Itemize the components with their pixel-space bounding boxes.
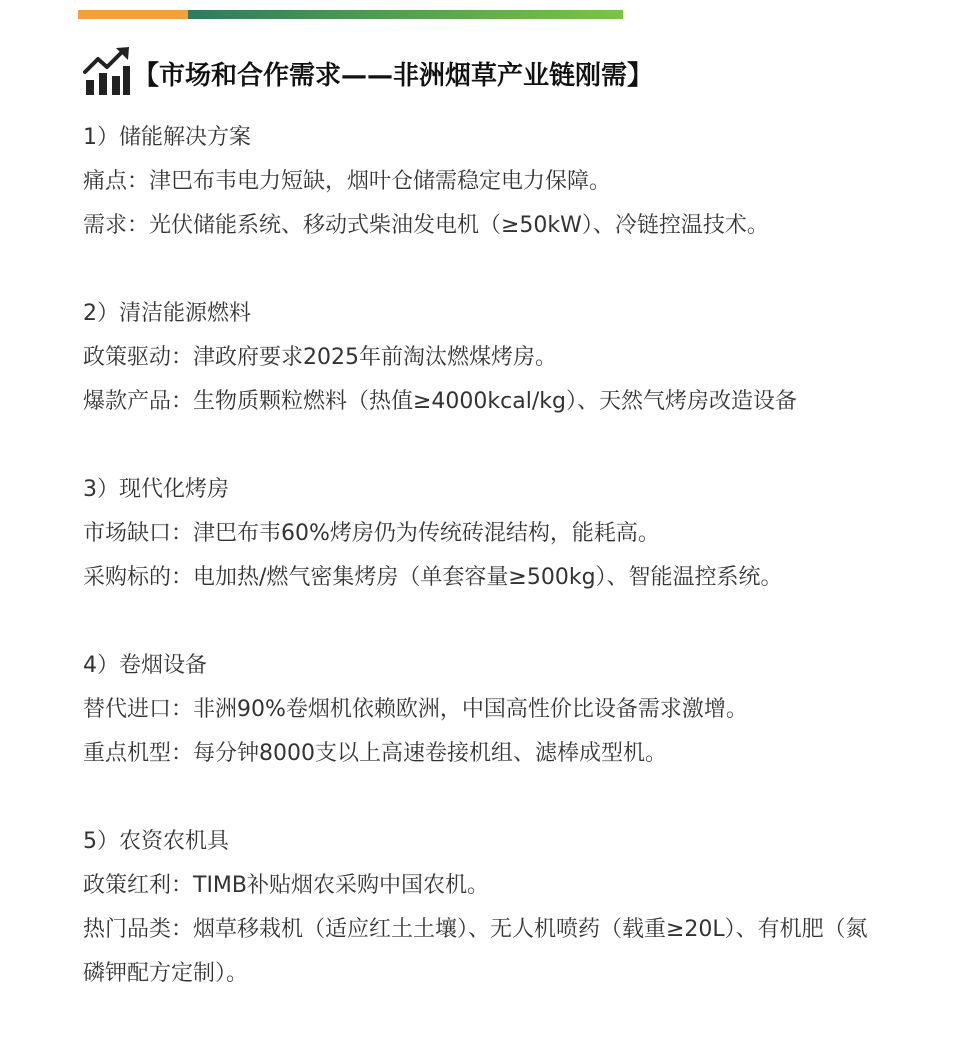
- section-2-line-1: 政策驱动：津政府要求2025年前淘汰燃煤烤房。: [83, 345, 557, 370]
- section-5-line-2: 热门品类：烟草移栽机（适应红土土壤）、无人机喷药（载重≥20L）、有机肥（氮磷钾配方定制）。: [83, 917, 868, 986]
- trending-up-bar-chart-icon: [83, 46, 131, 96]
- section-3-line-1: 市场缺口：津巴布韦60%烤房仍为传统砖混结构，能耗高。: [83, 521, 660, 546]
- article-body: [83, 116, 903, 1040]
- section-heading-1: 1）储能解决方案: [83, 125, 251, 150]
- section-3-line-2: 采购标的：电加热/燃气密集烤房（单套容量≥500kg）、智能温控系统。: [83, 565, 783, 590]
- section-cigarette-equipment: [83, 644, 903, 776]
- page-title: 【市场和合作需求——非洲烟草产业链刚需】: [133, 61, 654, 91]
- section-heading: [83, 44, 653, 96]
- section-4-line-1: 替代进口：非洲90%卷烟机依赖欧洲，中国高性价比设备需求激增。: [83, 697, 748, 722]
- section-clean-fuel: [83, 292, 903, 424]
- section-4-line-2: 重点机型：每分钟8000支以上高速卷接机组、滤棒成型机。: [83, 741, 667, 766]
- top-bar-green-segment: [188, 10, 623, 19]
- section-heading-5: 5）农资农机具: [83, 829, 229, 854]
- section-5-line-1: 政策红利：TIMB补贴烟农采购中国农机。: [83, 873, 490, 898]
- section-heading-2: 2）清洁能源燃料: [83, 301, 251, 326]
- section-2-line-2: 爆款产品：生物质颗粒燃料（热值≥4000kcal/kg）、天然气烤房改造设备: [83, 389, 797, 414]
- section-1-line-2: 需求：光伏储能系统、移动式柴油发电机（≥50kW）、冷链控温技术。: [83, 213, 769, 238]
- section-storage: [83, 116, 903, 248]
- section-heading-3: 3）现代化烤房: [83, 477, 229, 502]
- section-heading-4: 4）卷烟设备: [83, 653, 207, 678]
- top-gradient-bar: [78, 10, 623, 19]
- section-farm-machinery: [83, 820, 903, 996]
- top-bar-orange-segment: [78, 10, 188, 19]
- section-1-line-1: 痛点：津巴布韦电力短缺，烟叶仓储需稳定电力保障。: [83, 169, 612, 194]
- section-curing-barn: [83, 468, 903, 600]
